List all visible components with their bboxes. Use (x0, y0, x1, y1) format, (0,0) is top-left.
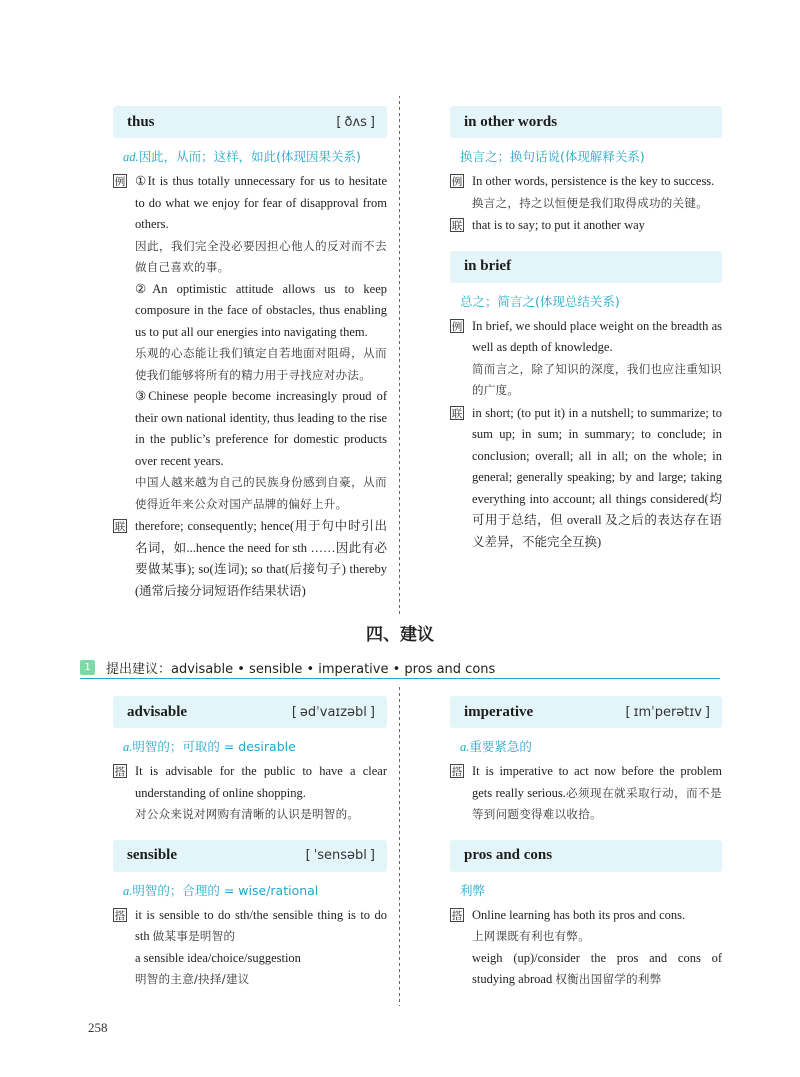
example-zh: 明智的主意/抉择/建议 (135, 972, 250, 986)
part-of-speech: ad. (123, 150, 139, 164)
headword: in brief (464, 258, 512, 274)
entry-header (450, 696, 722, 728)
headword: thus (127, 113, 155, 130)
phonetic: [ ədˈvaɪzəbl ] (292, 705, 375, 720)
collocation-block (113, 905, 387, 991)
collocation-block (450, 905, 722, 991)
definition-text: 明智的；可取的 = desirable (132, 739, 296, 754)
entry-header (113, 840, 387, 872)
example-en: a sensible idea/choice/suggestion (135, 950, 301, 965)
example-zh: 权衡出国留学的利弊 (555, 972, 662, 986)
synonym-text: that is to say; to put it another way (472, 218, 645, 232)
entry-header (450, 106, 722, 138)
synonym-tag: 联 (114, 521, 126, 533)
collocation-tag: 搭 (114, 766, 126, 778)
synonym-block (450, 403, 722, 554)
example-en: Online learning has both its pros and cons. (472, 907, 686, 922)
collocation-tag: 搭 (114, 909, 126, 922)
definition (460, 737, 722, 755)
headword: in other words (464, 113, 558, 130)
entry-in-brief (450, 251, 722, 554)
example-zh: 乐观的心态能让我们镇定自若地面对阻碍，从而使我们能够将所有的精力用于寻找应对办法。 (135, 346, 387, 382)
synonym-text: in short; (to put it) in a nutshell; to summarize; to sum up; in sum; in summary; to conclude; in conclusion; overall; all in all; on the whole; in general; generally speaking; by and large; taking everything into account; all things considered(均可用于总结，但 overall 及之后的表达存在语义差异，不能完全互换) (472, 405, 722, 549)
collocation-tag: 搭 (451, 909, 463, 922)
part-of-speech: a. (460, 740, 470, 754)
collocation-block (113, 761, 387, 826)
headword: imperative (464, 703, 534, 720)
example-en (472, 948, 722, 991)
collocation-tag: 搭 (451, 766, 463, 778)
entry-in-other-words (450, 106, 722, 237)
example-en: ②An optimistic attitude allows us to keep composure in the face of obstacles, thus enabling us to put all our energies into navigating them. (135, 281, 387, 339)
example-en: In brief, we should place weight on the breadth as well as depth of knowledge. (472, 318, 722, 354)
definition (123, 147, 387, 165)
phonetic: [ ðʌs ] (336, 115, 375, 130)
entry-header (113, 696, 387, 728)
entry-thus (113, 106, 387, 603)
subsection-number: 1 (80, 660, 95, 675)
example-en-text: it is sensible to do sth/the sensible thing is to do sth (135, 907, 387, 943)
example-en: It is advisable for the public to have a clear understanding of online shopping. (135, 764, 387, 800)
headword: sensible (127, 847, 178, 863)
entry-column-left-bottom (113, 696, 387, 992)
entry-column-right-bottom (450, 696, 722, 992)
subsection-title: 提出建议：advisable • sensible • imperative • pros and cons (106, 661, 496, 677)
subsection-bar (80, 656, 720, 679)
example-en (135, 905, 387, 948)
entry-sensible (113, 840, 387, 991)
example-en-text: weigh (up)/consider the pros and cons of studying abroad (472, 950, 722, 986)
example-zh: 必须现在就采取行动，而不是等到问题变得难以收拾。 (472, 785, 722, 821)
entry-advisable (113, 696, 387, 826)
example-en: ③Chinese people become increasingly proud of their own national identity, thus leading to the rise in the public’s preference for domestic products over recent years. (135, 389, 387, 468)
section-title: 四、建议 (366, 625, 434, 645)
example-en-text: It is imperative to act now before the problem gets really serious. (472, 764, 722, 800)
definition-text: 重要紧急的 (469, 739, 532, 754)
part-of-speech: a. (123, 740, 133, 754)
synonym-block (450, 215, 722, 237)
part-of-speech: a. (123, 883, 133, 898)
headword: advisable (127, 703, 188, 720)
definition-text: 明智的；合理的 = wise/rational (132, 882, 319, 898)
example-en (472, 761, 722, 826)
collocation-block (450, 761, 722, 826)
example-zh: 因此，我们完全没必要因担心他人的反对而不去做自己喜欢的事。 (135, 238, 387, 274)
example-en: In other words, persistence is the key to success. (472, 174, 715, 188)
definition: 总之；简言之(体现总结关系) (460, 293, 620, 309)
entry-header (450, 840, 722, 872)
definition: 利弊 (460, 882, 486, 898)
definition (123, 881, 387, 899)
example-block (113, 171, 387, 515)
example-zh: 上网课既有利也有弊。 (472, 929, 590, 943)
synonym-block (113, 516, 387, 602)
example-en: ①It is thus totally unnecessary for us to hesitate to do what we enjoy for fear of disapproval from others. (135, 174, 387, 231)
phonetic: [ ˈsensəbl ] (306, 848, 375, 863)
example-zh: 做某事是明智的 (152, 929, 236, 943)
synonym-text: therefore; consequently; hence(用于句中时引出名词，如...hence the need for sth ……因此有必要做某事); so(连词); so that(后接句子) thereby (通常后接分词短语作结果状语) (135, 519, 387, 598)
definition-text: 因此，从而；这样，如此(体现因果关系) (138, 149, 361, 164)
column-divider-bottom (395, 686, 405, 1006)
headword: pros and cons (464, 847, 553, 863)
entry-imperative (450, 696, 722, 826)
example-tag: 例 (451, 320, 463, 333)
definition: 换言之；换句话说(体现解释关系) (460, 149, 645, 164)
example-zh: 简而言之，除了知识的深度，我们也应注重知识的广度。 (472, 361, 722, 397)
definition (123, 737, 387, 755)
page-number: 258 (88, 1020, 108, 1035)
example-block (450, 171, 722, 214)
synonym-tag: 联 (451, 407, 463, 420)
entry-header (113, 106, 387, 138)
example-block (450, 316, 722, 402)
entry-header (450, 251, 722, 283)
phonetic: [ ɪmˈperətɪv ] (626, 705, 710, 720)
entry-column-right-top (450, 106, 722, 554)
column-divider-top (395, 96, 405, 616)
example-zh: 换言之，持之以恒便是我们取得成功的关键。 (472, 195, 708, 210)
synonym-tag: 联 (451, 220, 463, 232)
example-tag: 例 (114, 176, 126, 188)
example-tag: 例 (451, 176, 463, 188)
entry-pros-and-cons (450, 840, 722, 991)
example-zh: 中国人越来越为自己的民族身份感到自豪，从而使得近年来公众对国产品牌的偏好上升。 (135, 475, 387, 511)
example-zh: 对公众来说对网购有清晰的认识是明智的。 (135, 807, 360, 821)
